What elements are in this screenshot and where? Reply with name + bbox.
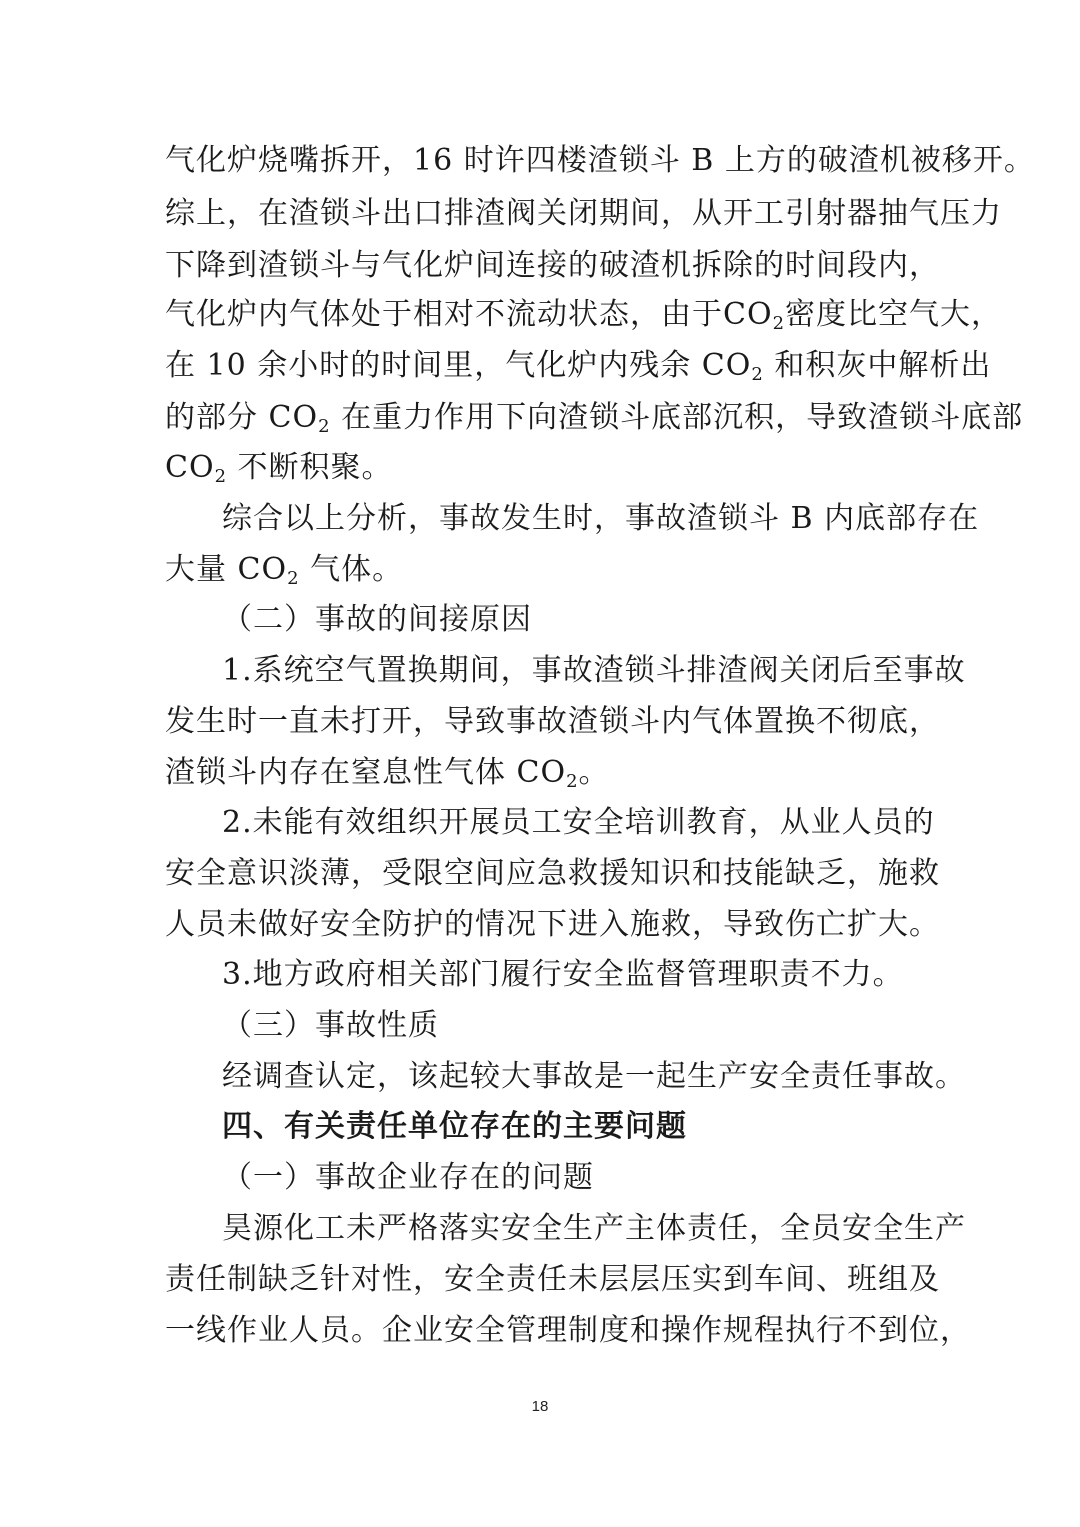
subsection-heading: （二）事故的间接原因 [222, 602, 532, 637]
text-line: 气化炉内气体处于相对不流动状态，由于$CO_2$密度比空气大， [165, 297, 1003, 334]
text-line: 发生时一直未打开，导致事故渣锁斗内气体置换不彻底， [165, 704, 940, 739]
section-heading: 四、有关责任单位存在的主要问题 [222, 1109, 687, 1144]
text-line: 大量 $CO_2$ 气体。 [165, 552, 404, 589]
text-line: 安全意识淡薄，受限空间应急救援知识和技能缺乏，施救 [165, 856, 940, 891]
text-line: 在 10 余小时的时间里，气化炉内残余 $CO_2$ 和积灰中解析出 [165, 348, 992, 385]
paragraph-first-line: 综合以上分析，事故发生时，事故渣锁斗 B 内底部存在 [222, 501, 980, 536]
text-line: 一线作业人员。企业安全管理制度和操作规程执行不到位， [165, 1313, 971, 1348]
paragraph-first-line: 2.未能有效组织开展员工安全培训教育，从业人员的 [222, 805, 935, 840]
text-line: 渣锁斗内存在窒息性气体 $CO_2$。 [165, 755, 610, 792]
paragraph-first-line: 3.地方政府相关部门履行安全监督管理职责不力。 [222, 957, 904, 992]
page-number: 18 [531, 1398, 549, 1415]
text-line: $CO_2$ 不断积聚。 [165, 450, 393, 487]
text-line: 的部分 $CO_2$ 在重力作用下向渣锁斗底部沉积，导致渣锁斗底部 [165, 400, 1024, 437]
text-line: 责任制缺乏针对性，安全责任未层层压实到车间、班组及 [165, 1262, 940, 1297]
text-line: 下降到渣锁斗与气化炉间连接的破渣机拆除的时间段内， [165, 248, 940, 283]
subsection-heading: （一）事故企业存在的问题 [222, 1160, 594, 1195]
text-line: 综上，在渣锁斗出口排渣阀关闭期间，从开工引射器抽气压力 [165, 196, 1002, 231]
text-line: 人员未做好安全防护的情况下进入施救，导致伤亡扩大。 [165, 907, 940, 942]
paragraph-first-line: 经调查认定，该起较大事故是一起生产安全责任事故。 [222, 1059, 966, 1094]
paragraph-first-line: 昊源化工未严格落实安全生产主体责任，全员安全生产 [222, 1211, 966, 1246]
paragraph-first-line: 1.系统空气置换期间，事故渣锁斗排渣阀关闭后至事故 [222, 653, 966, 688]
subsection-heading: （三）事故性质 [222, 1008, 439, 1043]
text-line: 气化炉烧嘴拆开，16 时许四楼渣锁斗 B 上方的破渣机被移开。 [165, 143, 1035, 178]
